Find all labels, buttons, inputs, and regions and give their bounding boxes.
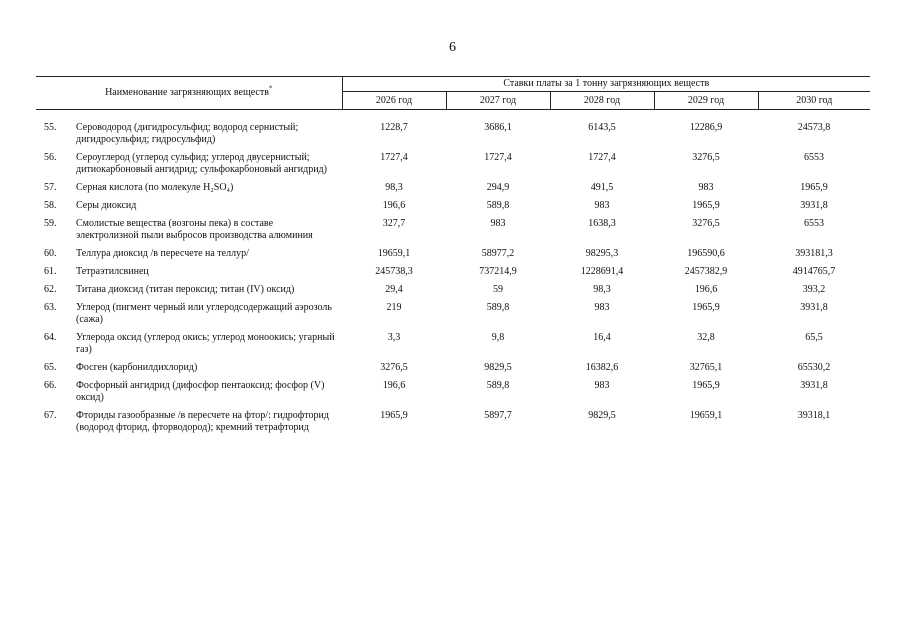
pollutant-name: Серы диоксид	[76, 200, 137, 211]
rate-value: 98,3	[385, 182, 403, 193]
row-number: 55.	[44, 122, 57, 133]
rate-value: 983	[594, 302, 610, 313]
year-header: 2029 год	[654, 92, 758, 110]
rate-value: 983	[490, 218, 506, 229]
rate-value: 196,6	[694, 284, 718, 295]
name-column-label: Наименование загрязняющих веществ	[105, 87, 269, 98]
row-number: 64.	[44, 332, 57, 343]
table-row	[36, 152, 870, 182]
pollutant-name: Тетраэтилсвинец	[76, 266, 149, 277]
pollutant-name: Фториды газообразные /в пересчете на фтор/: гидрофторид (водород фторид, фторводород); кремний тетрафторид	[76, 410, 329, 433]
rate-value: 9829,5	[588, 410, 616, 421]
rate-value: 5897,7	[484, 410, 512, 421]
row-number: 58.	[44, 200, 57, 211]
row-number: 60.	[44, 248, 57, 259]
table-row	[36, 218, 870, 248]
rate-value: 3276,5	[692, 152, 720, 163]
row-number: 62.	[44, 284, 57, 295]
rate-value: 16382,6	[585, 362, 619, 373]
rate-value: 1965,9	[692, 200, 720, 211]
rate-value: 3931,8	[800, 200, 828, 211]
year-header: 2030 год	[758, 92, 870, 110]
row-number: 67.	[44, 410, 57, 421]
pollutant-name: Фосген (карбонилдихлорид)	[76, 362, 198, 373]
rate-value: 737214,9	[479, 266, 517, 277]
pollutant-name: Сероуглерод (углерод сульфид; углерод двусернистый; дитиокарбоновый ангидрид; сульфокарбоновый ангидрид)	[76, 152, 327, 175]
rate-value: 196590,6	[687, 248, 725, 259]
table-row	[36, 362, 870, 380]
rate-value: 58977,2	[481, 248, 515, 259]
rate-value: 6553	[804, 152, 825, 163]
rate-value: 983	[594, 380, 610, 391]
row-number: 59.	[44, 218, 57, 229]
rate-value: 65,5	[805, 332, 823, 343]
pollutant-name: Серная кислота (по молекуле H₂SO₄)	[76, 182, 234, 193]
rate-value: 3686,1	[484, 122, 512, 133]
rate-value: 9,8	[491, 332, 505, 343]
pollutant-name: Смолистые вещества (возгоны пека) в составе электролизной пыли выбросов производства алюминия	[76, 218, 313, 241]
rate-value: 39318,1	[797, 410, 831, 421]
pollutant-name: Титана диоксид (титан пероксид; титан (IV) оксид)	[76, 284, 295, 295]
rate-value: 3931,8	[800, 380, 828, 391]
rate-value: 589,8	[486, 302, 510, 313]
rate-value: 589,8	[486, 380, 510, 391]
rate-value: 32765,1	[689, 362, 723, 373]
rate-value: 3276,5	[692, 218, 720, 229]
row-number: 57.	[44, 182, 57, 193]
row-number: 65.	[44, 362, 57, 373]
rate-value: 294,9	[486, 182, 510, 193]
rate-value: 327,7	[382, 218, 406, 229]
row-number: 63.	[44, 302, 57, 313]
rate-value: 1638,3	[588, 218, 616, 229]
rate-value: 393,2	[802, 284, 826, 295]
rate-value: 29,4	[385, 284, 403, 295]
rate-value: 4914765,7	[792, 266, 836, 277]
rate-value: 1727,4	[380, 152, 408, 163]
table-row	[36, 284, 870, 302]
rate-value: 3,3	[387, 332, 401, 343]
table-row	[36, 410, 870, 440]
rate-value: 3276,5	[380, 362, 408, 373]
year-header: 2027 год	[446, 92, 550, 110]
page-number: 6	[449, 40, 456, 55]
rate-value: 1727,4	[588, 152, 616, 163]
rate-value: 1228691,4	[580, 266, 624, 277]
rate-value: 393181,3	[795, 248, 833, 259]
table-row	[36, 302, 870, 332]
footnote-mark: *	[268, 84, 273, 93]
rate-value: 59	[493, 284, 503, 295]
rate-value: 1965,9	[692, 380, 720, 391]
rate-value: 1965,9	[800, 182, 828, 193]
year-header: 2028 год	[550, 92, 654, 110]
pollutant-name: Сероводород (дигидросульфид; водород сернистый; дигидросульфид; гидросульфид)	[76, 122, 299, 145]
rate-value: 1228,7	[380, 122, 408, 133]
table-row	[36, 248, 870, 266]
rate-value: 2457382,9	[684, 266, 728, 277]
rate-value: 3931,8	[800, 302, 828, 313]
pollutant-name: Углерода оксид (углерод окись; углерод моноокись; угарный газ)	[76, 332, 335, 355]
rate-value: 491,5	[590, 182, 614, 193]
rate-value: 12286,9	[689, 122, 723, 133]
rate-value: 1727,4	[484, 152, 512, 163]
pollutant-name: Углерод (пигмент черный или углеродсодержащий аэрозоль (сажа)	[76, 302, 332, 325]
year-header: 2026 год	[342, 92, 446, 110]
table-row	[36, 332, 870, 362]
table-row	[36, 266, 870, 284]
rate-value: 196,6	[382, 380, 406, 391]
rate-value: 65530,2	[797, 362, 831, 373]
rate-value: 196,6	[382, 200, 406, 211]
rate-value: 24573,8	[797, 122, 831, 133]
row-number: 61.	[44, 266, 57, 277]
rate-value: 219	[386, 302, 402, 313]
pollutant-rates-table	[36, 76, 870, 440]
table-row	[36, 182, 870, 200]
rate-value: 983	[698, 182, 714, 193]
rate-value: 6553	[804, 218, 825, 229]
rate-value: 9829,5	[484, 362, 512, 373]
rate-value: 98,3	[593, 284, 611, 295]
rate-value: 19659,1	[689, 410, 723, 421]
rate-value: 32,8	[697, 332, 715, 343]
rate-value: 6143,5	[588, 122, 616, 133]
rate-value: 19659,1	[377, 248, 411, 259]
rate-value: 983	[594, 200, 610, 211]
rate-value: 1965,9	[692, 302, 720, 313]
rate-value: 245738,3	[375, 266, 413, 277]
table-row	[36, 380, 870, 410]
rate-value: 98295,3	[585, 248, 619, 259]
table-row	[36, 200, 870, 218]
name-column-header	[36, 77, 342, 110]
rates-header: Ставки платы за 1 тонну загрязняющих веществ	[342, 77, 870, 92]
row-number: 56.	[44, 152, 57, 163]
pollutant-name: Теллура диоксид /в пересчете на теллур/	[76, 248, 249, 259]
rate-value: 589,8	[486, 200, 510, 211]
table-body	[36, 110, 870, 441]
pollutant-name: Фосфорный ангидрид (дифосфор пентаоксид; фосфор (V) оксид)	[76, 380, 325, 403]
row-number: 66.	[44, 380, 57, 391]
rate-value: 1965,9	[380, 410, 408, 421]
table-row	[36, 122, 870, 152]
rate-value: 16,4	[593, 332, 611, 343]
